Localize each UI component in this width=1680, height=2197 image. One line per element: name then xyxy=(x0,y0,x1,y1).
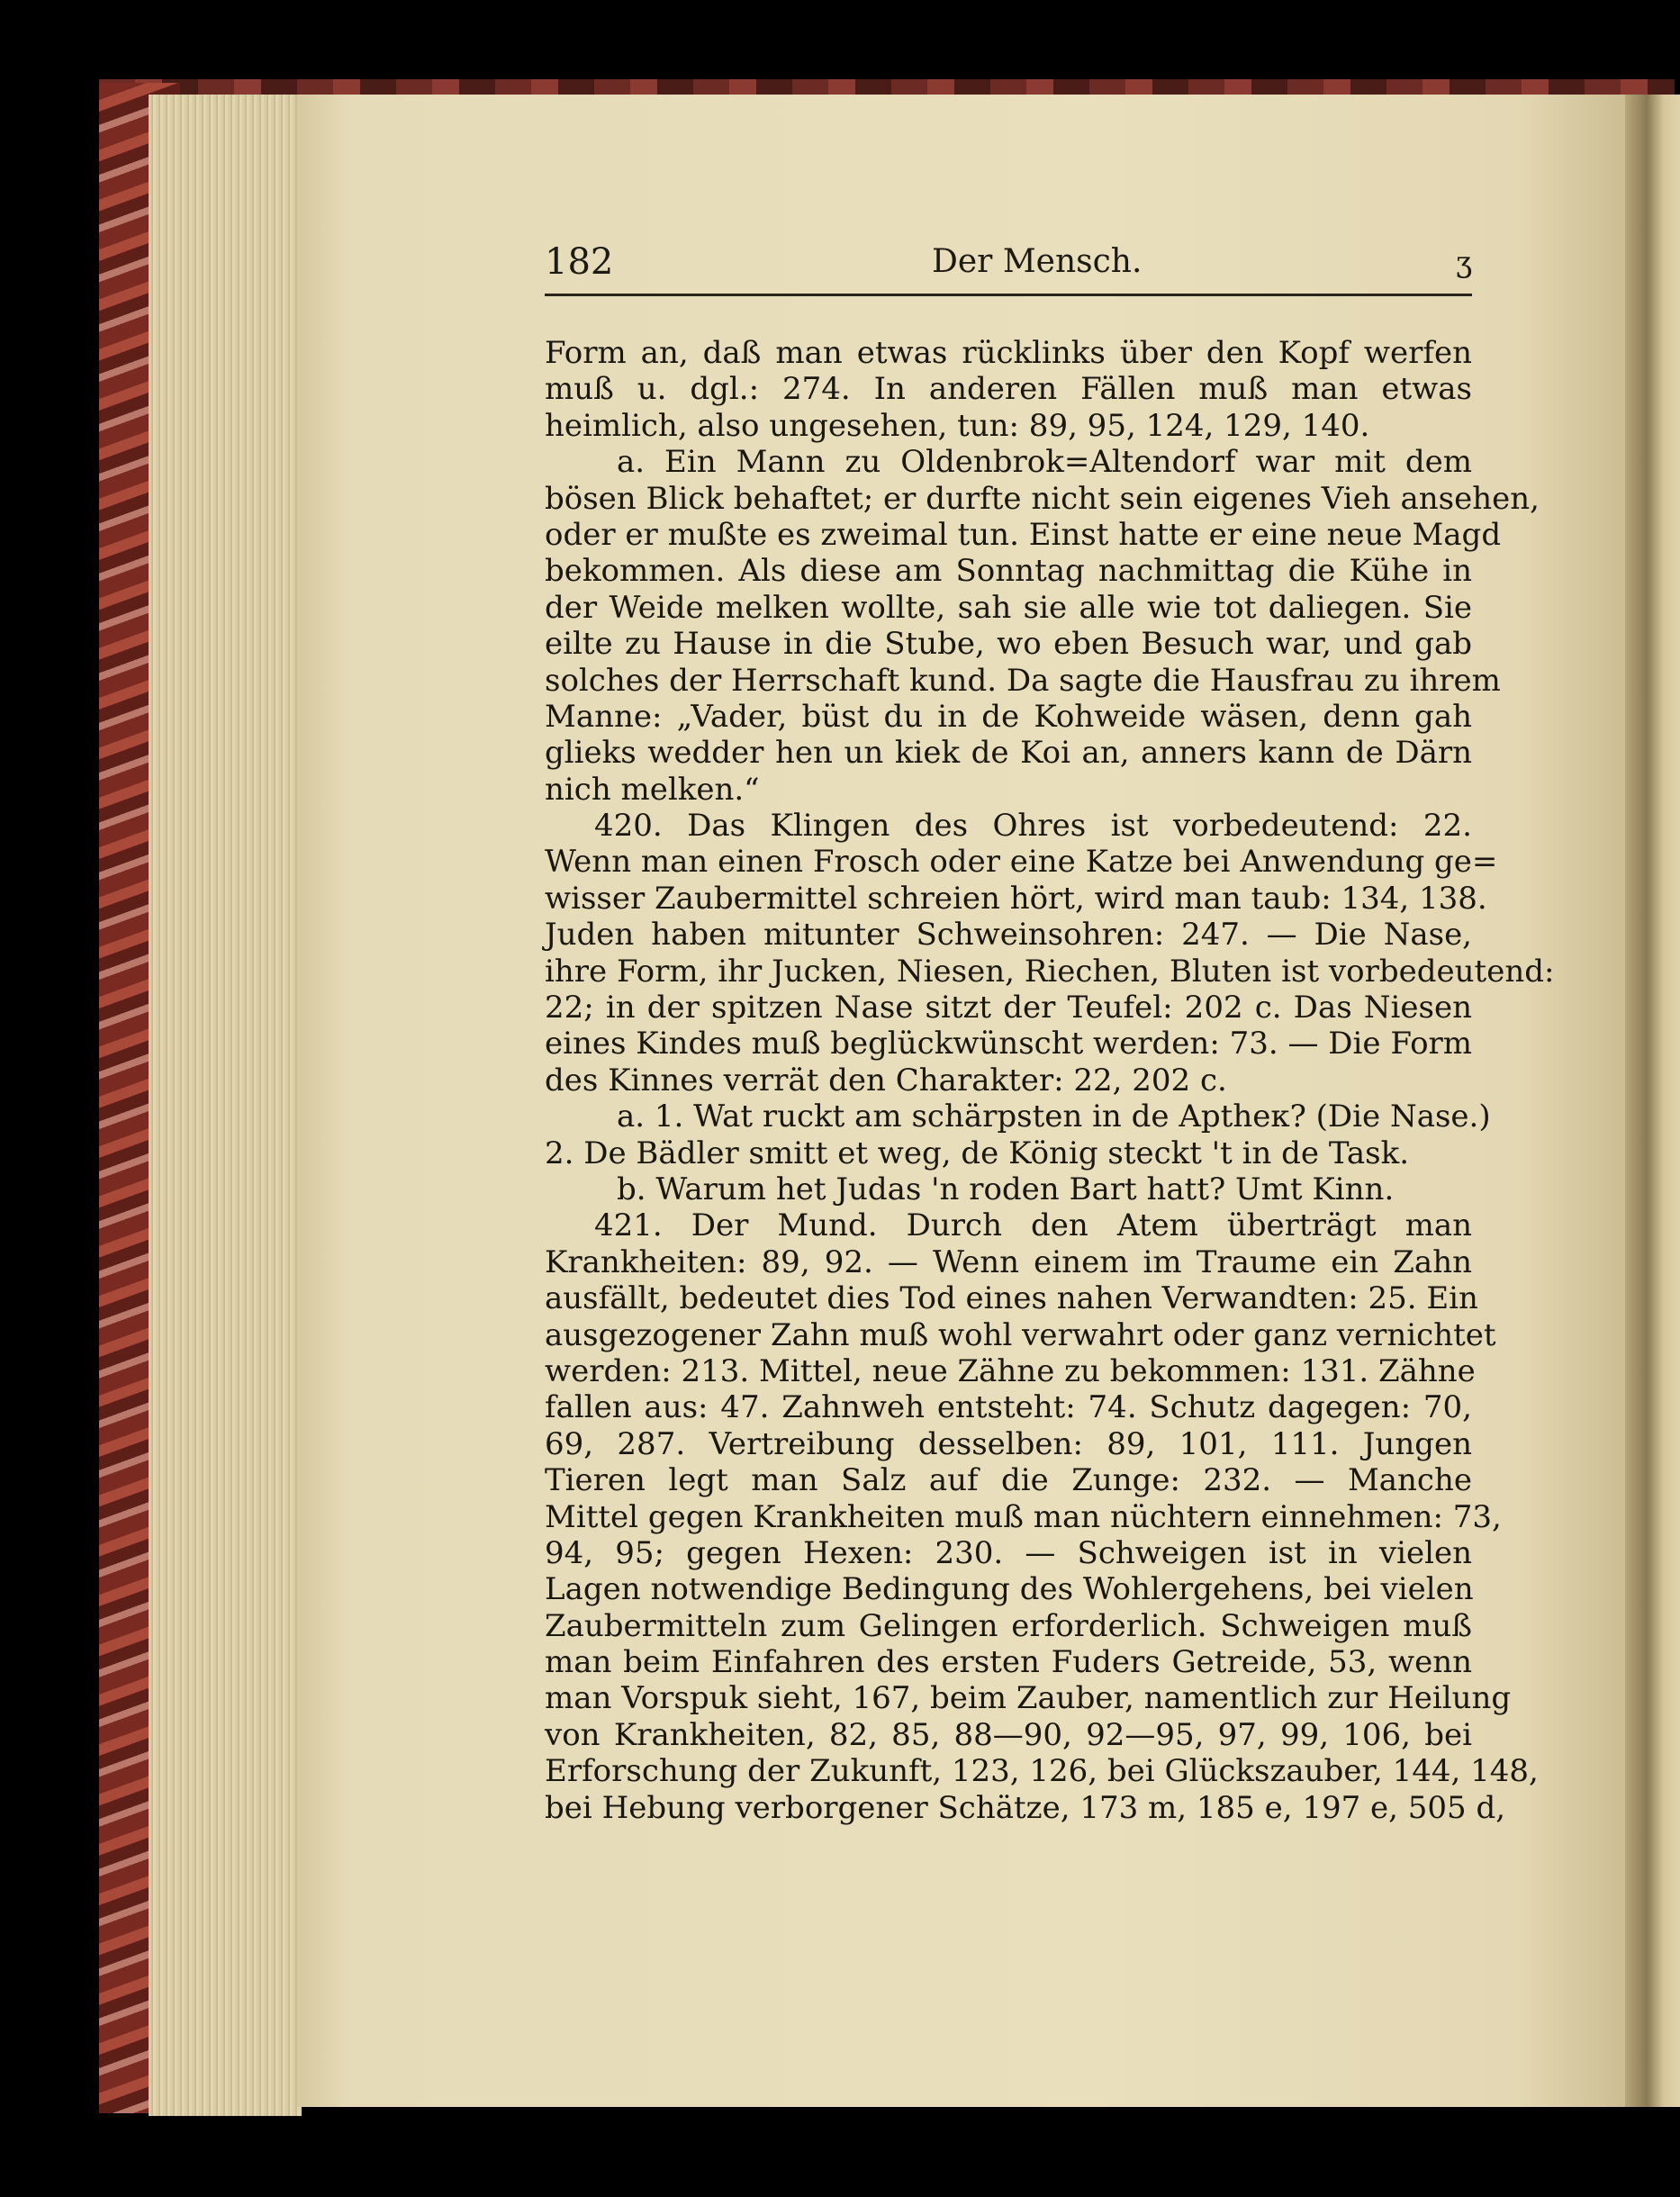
text-line: Erforschung der Zukunft, 123, 126, bei Glückszauber, 144, 148, xyxy=(545,1753,1539,1790)
text-line: ausfällt, bedeutet dies Tod eines nahen Verwandten: 25. Ein xyxy=(545,1280,1478,1317)
text-line: von Krankheiten, 82, 85, 88—90, 92—95, 97, 99, 106, bei xyxy=(545,1716,1472,1753)
text-line: bekommen. Als diese am Sonntag nachmittag die Kühe in xyxy=(545,553,1472,590)
text-line: 2. De Bädler smitt et weg, de König steckt 't in de Task. xyxy=(545,1135,1410,1171)
text-line: Lagen notwendige Bedingung des Wohlergehens, bei vielen xyxy=(545,1571,1474,1608)
page-header xyxy=(545,241,1472,295)
text-line: a. 1. Wat ruckt am schärpsten in de Aptheк? (Die Nase.) xyxy=(617,1098,1491,1135)
running-title: Der Mensch. xyxy=(932,243,1143,280)
text-line: solches der Herrschaft kund. Da sagte die Hausfrau zu ihrem xyxy=(545,662,1501,699)
text-line: fallen aus: 47. Zahnweh entsteht: 74. Schutz dagegen: 70, xyxy=(545,1389,1472,1426)
text-line: bösen Blick behaftet; er durfte nicht sein eigenes Vieh ansehen, xyxy=(545,480,1540,517)
text-line: heimlich, also ungesehen, tun: 89, 95, 124, 129, 140. xyxy=(545,407,1370,444)
text-line: Form an, daß man etwas rücklinks über den Kopf werfen xyxy=(545,335,1472,371)
text-line: werden: 213. Mittel, neue Zähne zu bekommen: 131. Zähne xyxy=(545,1352,1476,1389)
text-line: Juden haben mitunter Schweinsohren: 247. — Die Nase, xyxy=(545,917,1472,954)
text-line: Zaubermitteln zum Gelingen erforderlich. Schweigen muß xyxy=(545,1607,1472,1644)
text-line: 420. Das Klingen des Ohres ist vorbedeutend: 22. xyxy=(594,808,1472,845)
text-line: 69, 287. Vertreibung desselben: 89, 101, 111. Jungen xyxy=(545,1425,1472,1462)
body-text xyxy=(545,335,1555,1826)
text-line: b. Warum het Judas 'n roden Bart hatt? Umt Kinn. xyxy=(617,1171,1395,1207)
text-line: a. Ein Mann zu Oldenbrok=Altendorf war mit dem xyxy=(617,444,1472,481)
text-line: Wenn man einen Frosch oder eine Katze bei Anwendung ge= xyxy=(545,844,1498,881)
text-line: man beim Einfahren des ersten Fuders Getreide, 53, wenn xyxy=(545,1644,1472,1681)
text-line: ausgezogener Zahn muß wohl verwahrt oder ganz vernichtet xyxy=(545,1316,1496,1353)
text-line: Krankheiten: 89, 92. — Wenn einem im Traume ein Zahn xyxy=(545,1243,1472,1280)
text-line: 22; in der spitzen Nase sitzt der Teufel: 202 c. Das Niesen xyxy=(545,990,1472,1026)
text-line: Tieren legt man Salz auf die Zunge: 232. — Manche xyxy=(545,1462,1472,1499)
text-line: der Weide melken wollte, sah sie alle wie tot daliegen. Sie xyxy=(545,589,1472,626)
text-line: Mittel gegen Krankheiten muß man nüchtern einnehmen: 73, xyxy=(545,1498,1502,1535)
page-stack-edge xyxy=(149,95,302,2116)
text-line: eilte zu Hause in die Stube, wo eben Besuch war, und gab xyxy=(545,626,1472,663)
text-line: wisser Zaubermittel schreien hört, wird man taub: 134, 138. xyxy=(545,880,1487,917)
text-line: bei Hebung verborgener Schätze, 173 m, 185 e, 197 e, 505 d, xyxy=(545,1789,1506,1826)
text-line: eines Kindes muß beglückwünscht werden: 73. — Die Form xyxy=(545,1026,1473,1062)
text-line: 94, 95; gegen Hexen: 230. — Schweigen ist in vielen xyxy=(545,1534,1472,1571)
header-mark: ʒ xyxy=(1455,245,1472,279)
book-gutter xyxy=(1625,95,1680,2107)
text-line: oder er mußte es zweimal tun. Einst hatte er eine neue Magd xyxy=(545,516,1502,553)
text-line: ihre Form, ihr Jucken, Niesen, Riechen, Bluten ist vorbedeutend: xyxy=(545,953,1555,990)
page-number: 182 xyxy=(545,241,614,283)
text-line: Manne: „Vader, büst du in de Kohweide wäsen, denn gah xyxy=(545,698,1472,735)
text-line: des Kinnes verrät den Charakter: 22, 202 c. xyxy=(545,1062,1227,1098)
header-rule xyxy=(545,294,1472,296)
text-line: 421. Der Mund. Durch den Atem überträgt man xyxy=(594,1207,1472,1244)
text-line: muß u. dgl.: 274. In anderen Fällen muß man etwas xyxy=(545,371,1472,408)
text-line: man Vorspuk sieht, 167, beim Zauber, namentlich zur Heilung xyxy=(545,1680,1512,1717)
text-line: nich melken.“ xyxy=(545,771,760,808)
text-line: glieks wedder hen un kiek de Koi an, anners kann de Därn xyxy=(545,735,1472,772)
